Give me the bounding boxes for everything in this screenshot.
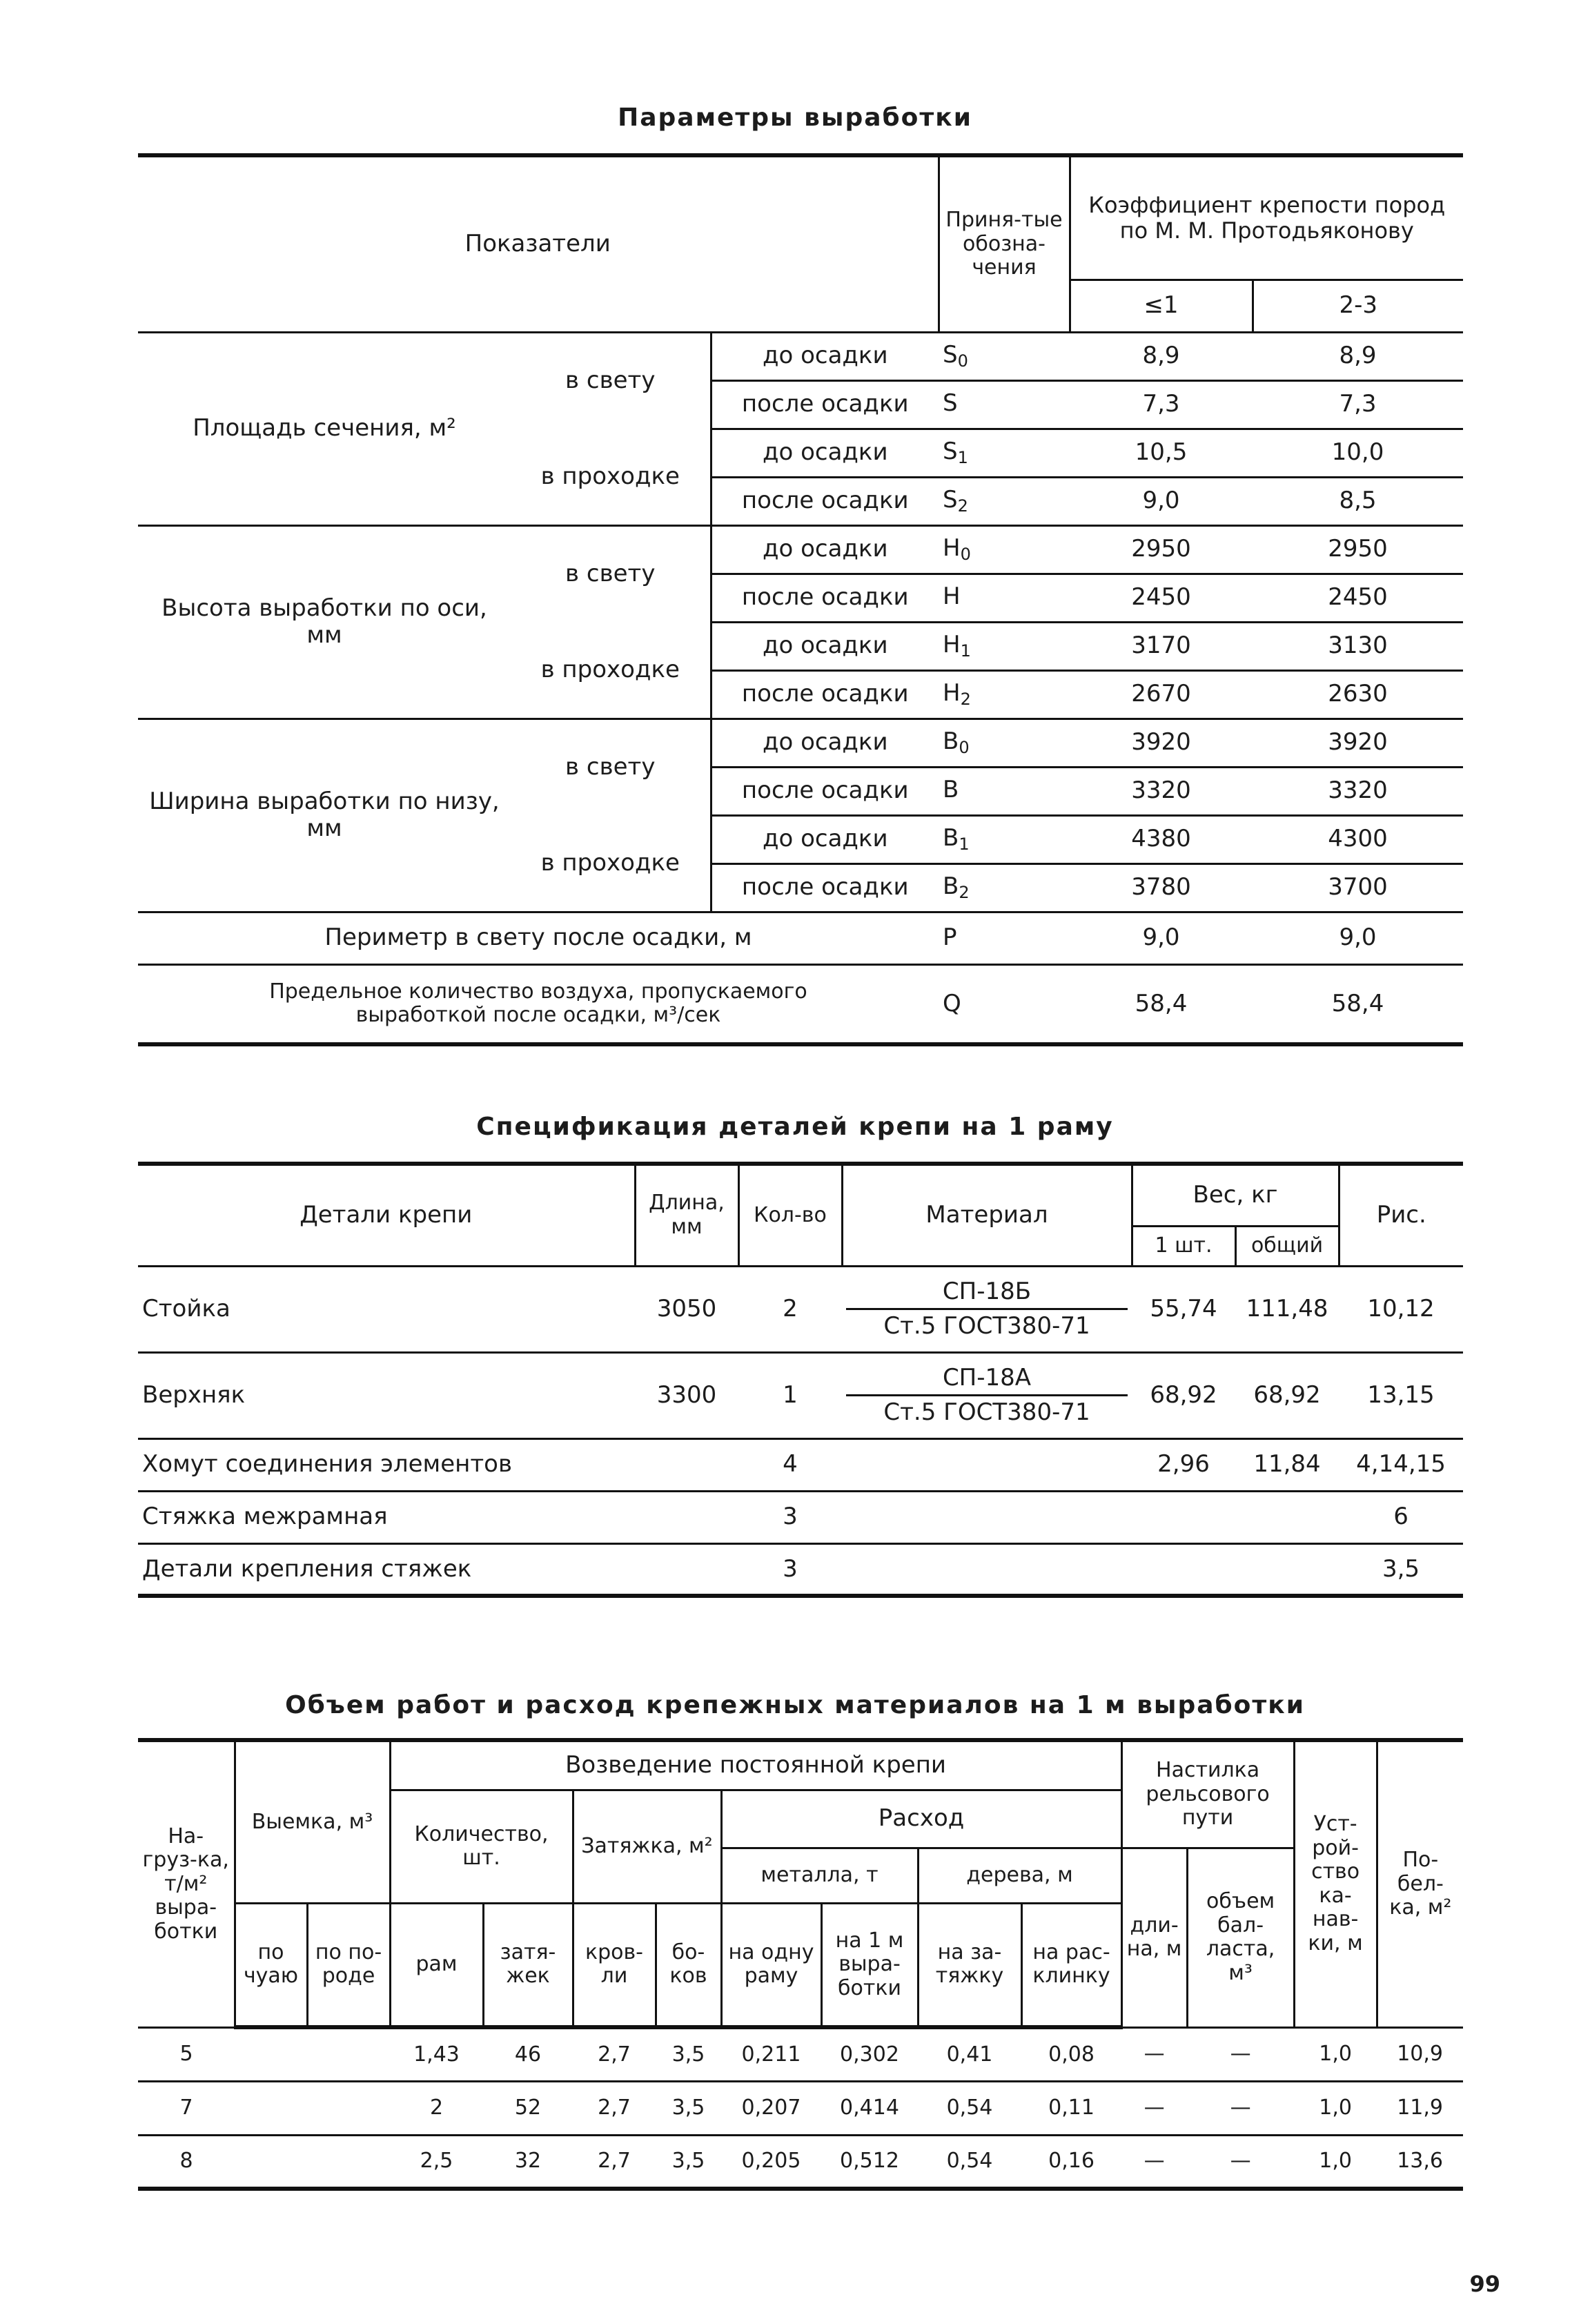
spec-row-w2: 11,84 (1235, 1438, 1339, 1491)
row-cond: после осадки (711, 380, 939, 429)
works-header-d1: на за-тяжку (918, 1903, 1021, 2027)
row-sym-sub: 1 (959, 834, 970, 854)
air-label (138, 964, 939, 1044)
works-header-frames: рам (390, 1903, 483, 2027)
works-row-sides: 3,5 (656, 2027, 721, 2081)
air-label-line2: выработкой после осадки, м³/сек (355, 1003, 721, 1028)
row-sym-sub: 0 (960, 544, 971, 564)
row-v2: 2450 (1253, 574, 1463, 622)
spec-header-fig: Рис. (1339, 1164, 1463, 1266)
row-v2: 4300 (1253, 815, 1463, 863)
works-row-frames: 1,43 (390, 2027, 483, 2081)
works-header-erect: Возведение постоянной крепи (390, 1740, 1121, 1790)
header-indicators: Показатели (138, 155, 939, 332)
works-header-load: На-груз-ка, т/м² выра-ботки (138, 1740, 235, 2027)
row-v1: 8,9 (1070, 332, 1253, 380)
works-header-ballast: объем бал-ласта, м³ (1187, 1848, 1294, 2027)
works-row-m1: 0,207 (721, 2081, 821, 2135)
row-sym: S (943, 340, 958, 369)
air-v1: 58,4 (1070, 964, 1253, 1044)
subgroup-place: в свету (565, 367, 656, 395)
works-header-metal: металла, т (721, 1848, 918, 1903)
spec-title: Спецификация деталей крепи на 1 раму (476, 1113, 1114, 1141)
spec-row-name: Стяжка межрамная (138, 1491, 738, 1543)
spec-row-w1: 2,96 (1132, 1438, 1235, 1491)
spec-row-fig: 13,15 (1339, 1352, 1463, 1438)
row-v2: 3130 (1253, 622, 1463, 670)
works-header-ex2: по по-роде (307, 1903, 390, 2027)
row-sym: H (943, 582, 961, 610)
row-sym: B (943, 872, 959, 900)
spec-row-name: Хомут соединения элементов (138, 1438, 738, 1491)
row-v1: 4380 (1070, 815, 1253, 863)
row-cond: после осадки (711, 477, 939, 525)
spec-row-w2 (1235, 1491, 1339, 1543)
works-row-m2: 0,512 (821, 2135, 918, 2189)
works-row-whitewash: 13,6 (1377, 2135, 1463, 2189)
works-row-ex2 (307, 2027, 390, 2081)
spec-row-fig: 6 (1339, 1491, 1463, 1543)
row-v1: 2450 (1070, 574, 1253, 622)
subgroup-place: в проходке (511, 815, 711, 912)
row-v1: 3780 (1070, 863, 1253, 912)
works-title: Объем работ и расход крепежных материалов на 1 м выработки (285, 1691, 1305, 1719)
spec-row-w1 (1132, 1491, 1235, 1543)
subgroup-place: в свету (565, 560, 656, 588)
row-sym-sub: 0 (957, 351, 968, 371)
spec-row-fig: 3,5 (1339, 1543, 1463, 1596)
works-row-ballast: — (1187, 2027, 1294, 2081)
row-sym: H (943, 678, 961, 707)
spec-row-material (842, 1543, 1132, 1596)
row-sym: S (943, 389, 958, 417)
air-sym: Q (939, 964, 1070, 1044)
row-sym-sub: 2 (959, 882, 970, 902)
spec-row-length: 3300 (635, 1352, 738, 1438)
perimeter-v2: 9,0 (1253, 912, 1463, 964)
works-row-roof: 2,7 (573, 2027, 656, 2081)
spec-row-w2 (1235, 1543, 1339, 1596)
works-header-ditch: Уст-рой-ство ка-нав-ки, м (1294, 1740, 1377, 2027)
works-row-len: — (1121, 2027, 1187, 2081)
works-header-cons: Расход (721, 1790, 1121, 1848)
row-sym: H (943, 534, 961, 562)
row-sym: B (943, 727, 959, 755)
works-row-frames: 2 (390, 2081, 483, 2135)
row-v2: 10,0 (1253, 429, 1463, 477)
works-header-roof: кров-ли (573, 1903, 656, 2027)
works-row-ditch: 1,0 (1294, 2027, 1377, 2081)
spec-row-fig: 4,14,15 (1339, 1438, 1463, 1491)
spec-header-material: Материал (842, 1164, 1132, 1266)
works-row-m1: 0,205 (721, 2135, 821, 2189)
spec-row-w2: 68,92 (1235, 1352, 1339, 1438)
row-cond: после осадки (711, 863, 939, 912)
works-header-m2: на 1 м выра-ботки (821, 1903, 918, 2027)
material-profile: СП-18А (846, 1365, 1128, 1396)
row-v2: 3920 (1253, 719, 1463, 767)
works-row-ex1 (235, 2027, 307, 2081)
page-number: 99 (1469, 2271, 1500, 2297)
header-col1: ≤1 (1070, 280, 1253, 332)
params-title: Параметры выработки (618, 104, 972, 132)
spec-header-w1: 1 шт. (1132, 1226, 1235, 1266)
spec-row-fig: 10,12 (1339, 1266, 1463, 1352)
row-v1: 3920 (1070, 719, 1253, 767)
works-header-d2: на рас-клинку (1021, 1903, 1121, 2027)
row-v1: 7,3 (1070, 380, 1253, 429)
material-steel: Ст.5 ГОСТ380-71 (883, 1398, 1090, 1426)
row-sym-sub: 1 (957, 447, 968, 467)
works-header-m1: на одну раму (721, 1903, 821, 2027)
row-sym: B (943, 823, 959, 852)
works-row-m2: 0,302 (821, 2027, 918, 2081)
subgroup-place: в проходке (511, 622, 711, 719)
spec-row-w2: 111,48 (1235, 1266, 1339, 1352)
row-v1: 2670 (1070, 670, 1253, 719)
works-header-wood: дерева, м (918, 1848, 1121, 1903)
works-row-whitewash: 11,9 (1377, 2081, 1463, 2135)
row-cond: до осадки (711, 525, 939, 574)
subgroup-place: в свету (565, 753, 656, 781)
works-row-ex1 (235, 2135, 307, 2189)
spec-header-parts: Детали крепи (138, 1164, 635, 1266)
spec-row-qty: 1 (738, 1352, 842, 1438)
spec-row-material (842, 1352, 1132, 1438)
row-sym: S (943, 485, 958, 514)
row-v2: 3700 (1253, 863, 1463, 912)
group-name: Площадь сечения, м² (138, 332, 511, 525)
material-steel: Ст.5 ГОСТ380-71 (883, 1312, 1090, 1340)
spec-header-w2: общий (1235, 1226, 1339, 1266)
row-sym: S (943, 437, 958, 465)
row-v2: 2950 (1253, 525, 1463, 574)
works-row-sides: 3,5 (656, 2135, 721, 2189)
works-header-lagging: Затяжка, м² (573, 1790, 721, 1903)
works-row-lag: 32 (483, 2135, 573, 2189)
spec-row-w1: 68,92 (1132, 1352, 1235, 1438)
row-v2: 8,5 (1253, 477, 1463, 525)
works-row-ditch: 1,0 (1294, 2081, 1377, 2135)
works-row-whitewash: 10,9 (1377, 2027, 1463, 2081)
works-header-ex1: по чуаю (235, 1903, 307, 2027)
spec-row-qty: 2 (738, 1266, 842, 1352)
spec-header-qty: Кол-во (738, 1164, 842, 1266)
row-sym: B (943, 775, 959, 803)
row-sym: H (943, 630, 961, 658)
spec-row-length: 3050 (635, 1266, 738, 1352)
works-row-ex2 (307, 2081, 390, 2135)
works-row (138, 2135, 1463, 2189)
row-v1: 2950 (1070, 525, 1253, 574)
spec-row-qty: 3 (738, 1543, 842, 1596)
works-row-frames: 2,5 (390, 2135, 483, 2189)
works-row-load: 7 (138, 2081, 235, 2135)
works-row-lag: 52 (483, 2081, 573, 2135)
row-sym-sub: 0 (959, 737, 970, 757)
spec-row-w1 (1132, 1543, 1235, 1596)
works-row (138, 2027, 1463, 2081)
spec-row-material (842, 1438, 1132, 1491)
spec-row-name: Верхняк (138, 1352, 635, 1438)
works-header-sides: бо-ков (656, 1903, 721, 2027)
row-sym-sub: 1 (960, 641, 971, 661)
works-row-d1: 0,54 (918, 2081, 1021, 2135)
header-col2: 2-3 (1253, 280, 1463, 332)
row-v1: 3320 (1070, 767, 1253, 815)
row-cond: до осадки (711, 622, 939, 670)
row-sym-sub: 2 (957, 496, 968, 516)
works-row-ballast: — (1187, 2135, 1294, 2189)
row-cond: до осадки (711, 719, 939, 767)
works-header-count: Количество, шт. (390, 1790, 573, 1903)
row-v2: 8,9 (1253, 332, 1463, 380)
works-header-lag: затя-жек (483, 1903, 573, 2027)
works-header-excav: Выемка, м³ (235, 1740, 390, 1903)
perimeter-sym: P (939, 912, 1070, 964)
works-row-roof: 2,7 (573, 2135, 656, 2189)
air-v2: 58,4 (1253, 964, 1463, 1044)
row-v2: 2630 (1253, 670, 1463, 719)
spec-header-weight: Вес, кг (1132, 1164, 1339, 1226)
works-row-d2: 0,11 (1021, 2081, 1121, 2135)
row-cond: до осадки (711, 815, 939, 863)
header-notation: Приня-тые обозна-чения (939, 155, 1070, 332)
header-coef: Коэффициент крепости пород по М. М. Протодьяконову (1070, 155, 1463, 280)
works-row-m2: 0,414 (821, 2081, 918, 2135)
works-row-lag: 46 (483, 2027, 573, 2081)
spec-row-w1: 55,74 (1132, 1266, 1235, 1352)
works-row-ex2 (307, 2135, 390, 2189)
works-row-d1: 0,41 (918, 2027, 1021, 2081)
spec-row-qty: 3 (738, 1491, 842, 1543)
works-table (138, 1738, 1463, 2191)
group-name: Ширина выработки по низу, мм (138, 719, 511, 912)
works-header-track: Настилка рельсового пути (1121, 1740, 1294, 1848)
row-cond: после осадки (711, 670, 939, 719)
works-row-len: — (1121, 2135, 1187, 2189)
works-row-sides: 3,5 (656, 2081, 721, 2135)
group-name: Высота выработки по оси, мм (138, 525, 511, 719)
row-v2: 7,3 (1253, 380, 1463, 429)
row-v1: 10,5 (1070, 429, 1253, 477)
row-v1: 9,0 (1070, 477, 1253, 525)
works-header-len: дли-на, м (1121, 1848, 1187, 2027)
spec-row-material (842, 1491, 1132, 1543)
spec-row-name: Детали крепления стяжек (138, 1543, 738, 1596)
spec-header-length: Длина, мм (635, 1164, 738, 1266)
spec-table (138, 1162, 1463, 1598)
works-row-load: 8 (138, 2135, 235, 2189)
works-row-load: 5 (138, 2027, 235, 2081)
perimeter-label: Периметр в свету после осадки, м (138, 912, 939, 964)
works-row-len: — (1121, 2081, 1187, 2135)
works-row (138, 2081, 1463, 2135)
works-row-ballast: — (1187, 2081, 1294, 2135)
works-row-ditch: 1,0 (1294, 2135, 1377, 2189)
spec-row-material (842, 1266, 1132, 1352)
material-profile: СП-18Б (846, 1278, 1128, 1310)
works-header-whitewash: По-бел-ка, м² (1377, 1740, 1463, 2027)
air-label-line1: Предельное количество воздуха, пропускаемого (269, 979, 807, 1004)
spec-row-qty: 4 (738, 1438, 842, 1491)
works-row-d2: 0,16 (1021, 2135, 1121, 2189)
works-row-ex1 (235, 2081, 307, 2135)
params-table (138, 153, 1463, 1046)
row-sym-sub: 2 (960, 689, 971, 709)
spec-row-name: Стойка (138, 1266, 635, 1352)
row-cond: после осадки (711, 767, 939, 815)
row-v2: 3320 (1253, 767, 1463, 815)
works-row-d2: 0,08 (1021, 2027, 1121, 2081)
row-cond: до осадки (711, 429, 939, 477)
subgroup-place: в проходке (511, 429, 711, 525)
row-cond: после осадки (711, 574, 939, 622)
works-row-d1: 0,54 (918, 2135, 1021, 2189)
works-row-m1: 0,211 (721, 2027, 821, 2081)
works-row-roof: 2,7 (573, 2081, 656, 2135)
row-cond: до осадки (711, 332, 939, 380)
row-v1: 3170 (1070, 622, 1253, 670)
perimeter-v1: 9,0 (1070, 912, 1253, 964)
